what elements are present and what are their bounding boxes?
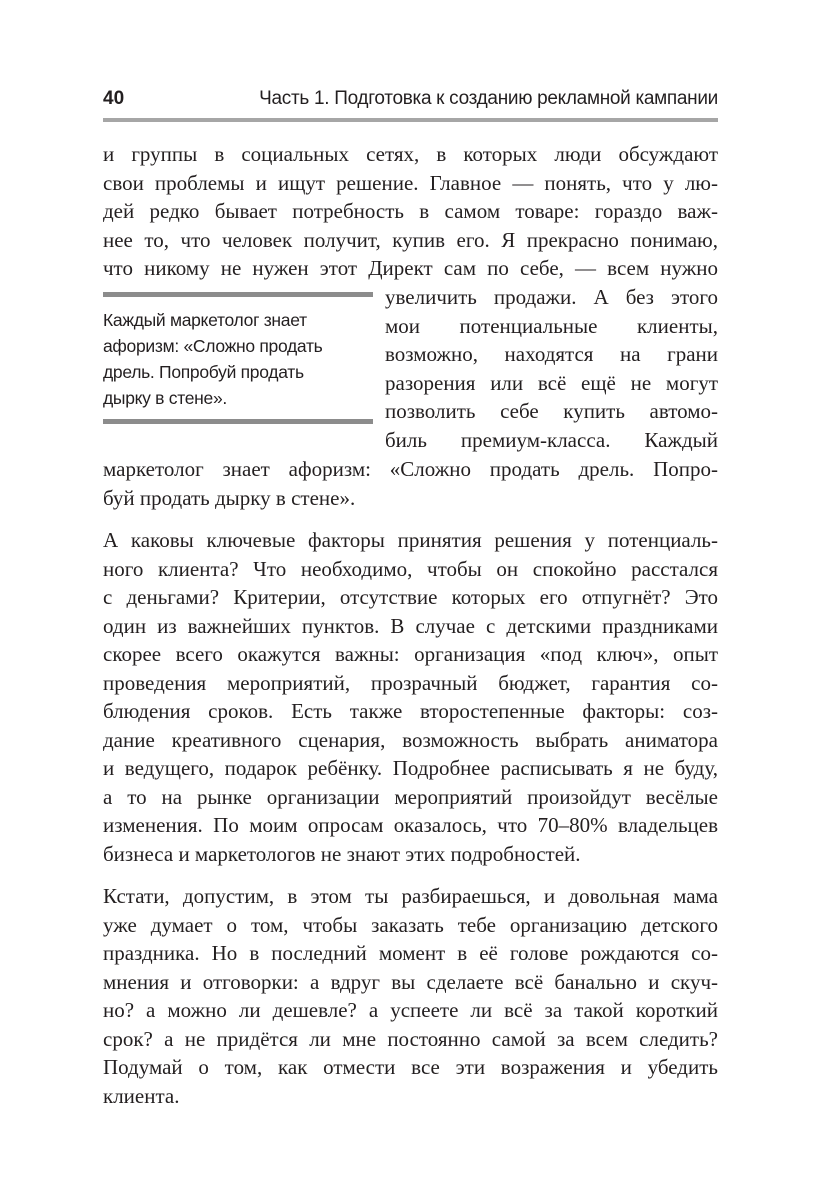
text-line: позволить себе купить автомо- xyxy=(385,399,718,423)
pull-quote xyxy=(103,292,373,424)
text-line: бизнеса и маркетологов не знают этих подробностей. xyxy=(103,841,581,866)
text-line: с деньгами? Критерии, отсутствие которых его отпугнёт? Это xyxy=(103,585,718,609)
paragraph-1 xyxy=(103,140,718,283)
text-line: мнения и отговорки: а вдруг вы сделаете всё банально и скуч- xyxy=(103,969,718,994)
text-line: биль премиум-класса. Каждый xyxy=(385,427,718,452)
text-line: маркетолог знает афоризм: «Сложно продать дрель. Попро- xyxy=(103,457,718,481)
text-line: клиента. xyxy=(103,1083,180,1108)
text-line: дание креативного сценария, возможность выбрать аниматора xyxy=(103,727,718,752)
text-line: нее то, что человек получит, купив его. Я прекрасно понимаю, xyxy=(103,227,718,252)
pull-quote-line: дрель. Попробуй продать xyxy=(103,362,304,382)
running-header xyxy=(103,88,718,114)
paragraph-1-wrap xyxy=(385,283,718,454)
paragraph-1-end xyxy=(103,455,718,512)
pull-quote-line: афоризм: «Сложно продать xyxy=(103,336,323,356)
text-line: мои потенциальные клиенты, xyxy=(385,313,718,338)
pull-quote-bottom-rule xyxy=(103,419,373,424)
paragraph-2 xyxy=(103,526,718,868)
text-line: возможно, находятся на грани xyxy=(385,342,718,366)
page-number: 40 xyxy=(103,88,125,109)
pull-quote-line: дырку в стене». xyxy=(103,388,227,408)
text-line: увеличить продажи. А без этого xyxy=(385,285,718,309)
pull-quote-text xyxy=(103,297,373,419)
text-line: изменения. По моим опросам оказалось, что 70–80% владельцев xyxy=(103,813,718,837)
text-line: один из важнейших пунктов. В случае с детскими праздниками xyxy=(103,613,718,638)
text-line: блюдения сроков. Есть также второстепенные факторы: соз- xyxy=(103,699,718,723)
text-line: буй продать дырку в стене». xyxy=(103,485,356,510)
text-line: и ведущего, подарок ребёнку. Подробнее расписывать я не буду, xyxy=(103,756,718,780)
text-line: разорения или всё ещё не могут xyxy=(385,370,718,395)
text-line: что никому не нужен этот Директ сам по себе, — всем нужно xyxy=(103,256,718,280)
chapter-title: Часть 1. Подготовка к созданию рекламной кампании xyxy=(259,88,718,109)
text-line: но? а можно ли дешевле? а успеете ли всё за такой короткий xyxy=(103,998,718,1022)
text-line: скорее всего окажутся важны: организация «под ключ», опыт xyxy=(103,642,718,666)
text-line: а то на рынке организации мероприятий произойдут весёлые xyxy=(103,784,718,809)
text-line: праздника. Но в последний момент в её голове рождаются со- xyxy=(103,941,718,965)
text-line: срок? а не придётся ли мне постоянно самой за всем следить? xyxy=(103,1026,718,1051)
text-line: Подумай о том, как отмести все эти возражения и убедить xyxy=(103,1055,718,1079)
text-line: уже думает о том, чтобы заказать тебе организацию детского xyxy=(103,912,718,937)
text-line: А каковы ключевые факторы принятия решения у потенциаль- xyxy=(103,528,718,552)
text-line: дей редко бывает потребность в самом товаре: гораздо важ- xyxy=(103,199,718,223)
text-line: Кстати, допустим, в этом ты разбираешься, и довольная мама xyxy=(103,884,718,908)
paragraph-3 xyxy=(103,882,718,1110)
text-line: проведения мероприятий, прозрачный бюджет, гарантия со- xyxy=(103,670,718,695)
text-line: свои проблемы и ищут решение. Главное — понять, что у лю- xyxy=(103,170,718,195)
header-rule xyxy=(103,118,718,122)
text-line: ного клиента? Что необходимо, чтобы он спокойно расстался xyxy=(103,556,718,581)
pull-quote-line: Каждый маркетолог знает xyxy=(103,310,307,330)
text-line: и группы в социальных сетях, в которых люди обсуждают xyxy=(103,142,718,166)
